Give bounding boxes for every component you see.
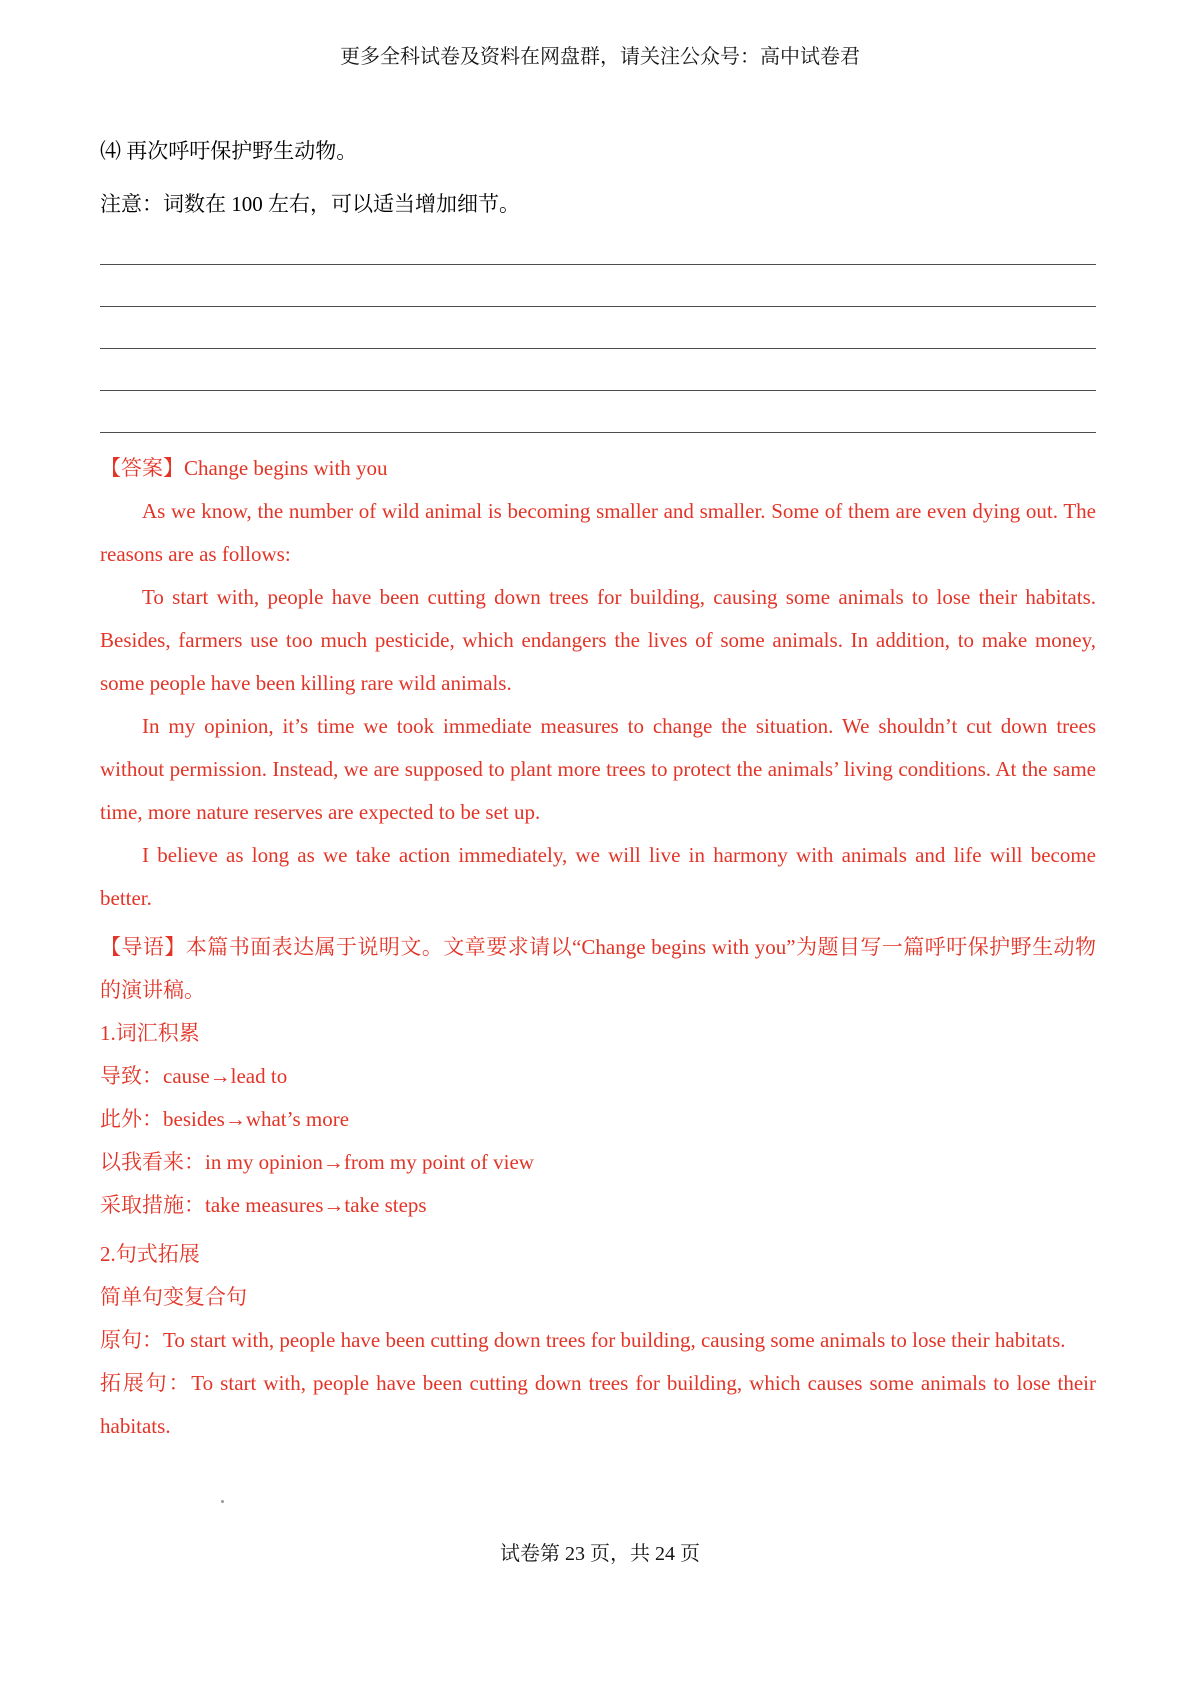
answer-paragraph: As we know, the number of wild animal is becoming smaller and smaller. Some of them are even dying out. The reasons are as follows: bbox=[100, 499, 1096, 566]
page-header: 更多全科试卷及资料在网盘群，请关注公众号：高中试卷君 bbox=[340, 46, 860, 68]
page-footer: 试卷第 23 页，共 24 页 bbox=[500, 1543, 700, 1565]
writing-line bbox=[100, 391, 1096, 433]
answer-paragraph: I believe as long as we take action immediately, we will live in harmony with animals and life will become better. bbox=[100, 843, 1096, 910]
answer-paragraph: In my opinion, it’s time we took immediate measures to change the situation. We shouldn’t cut down trees without permission. Instead, we are supposed to plant more trees to protect the animals’ living conditions. At the same time, more nature reserves are expected to be set up. bbox=[100, 714, 1096, 824]
sentence-subheading: 简单句变复合句 bbox=[100, 1285, 247, 1309]
analysis-section bbox=[100, 926, 1096, 1448]
writing-line bbox=[100, 223, 1096, 265]
expanded-sentence: 拓展句：To start with, people have been cutting down trees for building, which causes some animals to lose their habitats. bbox=[100, 1371, 1096, 1438]
page-content bbox=[0, 136, 1200, 1448]
analysis-label: 【导语】 bbox=[100, 935, 186, 959]
original-sentence: 原句：To start with, people have been cutting down trees for building, causing some animals to lose their habitats. bbox=[100, 1328, 1066, 1352]
vocab-heading: 1.词汇积累 bbox=[100, 1021, 200, 1045]
answer-writing-lines bbox=[100, 223, 1096, 433]
answer-title-line bbox=[100, 447, 1096, 490]
writing-line bbox=[100, 349, 1096, 391]
writing-line bbox=[100, 265, 1096, 307]
question-point-4: ⑷ 再次呼吁保护野生动物。 bbox=[100, 139, 358, 163]
vocab-item: 采取措施：take measures→take steps bbox=[100, 1193, 427, 1217]
sentence-heading: 2.句式拓展 bbox=[100, 1242, 200, 1266]
question-note: 注意：词数在 100 左右，可以适当增加细节。 bbox=[100, 192, 520, 216]
answer-label: 【答案】 bbox=[100, 456, 184, 480]
vocab-item: 以我看来：in my opinion→from my point of view bbox=[100, 1150, 534, 1174]
answer-paragraph: To start with, people have been cutting down trees for building, causing some animals to lose their habitats. Besides, farmers use too much pesticide, which endangers the lives of some animals. In addition, to make money, some people have been killing rare wild animals. bbox=[100, 585, 1096, 695]
answer-title: Change begins with you bbox=[184, 456, 388, 480]
writing-line bbox=[100, 307, 1096, 349]
analysis-intro-line bbox=[100, 926, 1096, 1012]
vocab-item: 此外：besides→what’s more bbox=[100, 1107, 350, 1131]
vocab-item: 导致：cause→lead to bbox=[100, 1064, 288, 1088]
scan-artifact-dot bbox=[221, 1500, 224, 1503]
analysis-intro: 本篇书面表达属于说明文。文章要求请以“Change begins with you”为题目写一篇呼吁保护野生动物的演讲稿。 bbox=[100, 935, 1096, 1002]
answer-section bbox=[100, 447, 1096, 920]
